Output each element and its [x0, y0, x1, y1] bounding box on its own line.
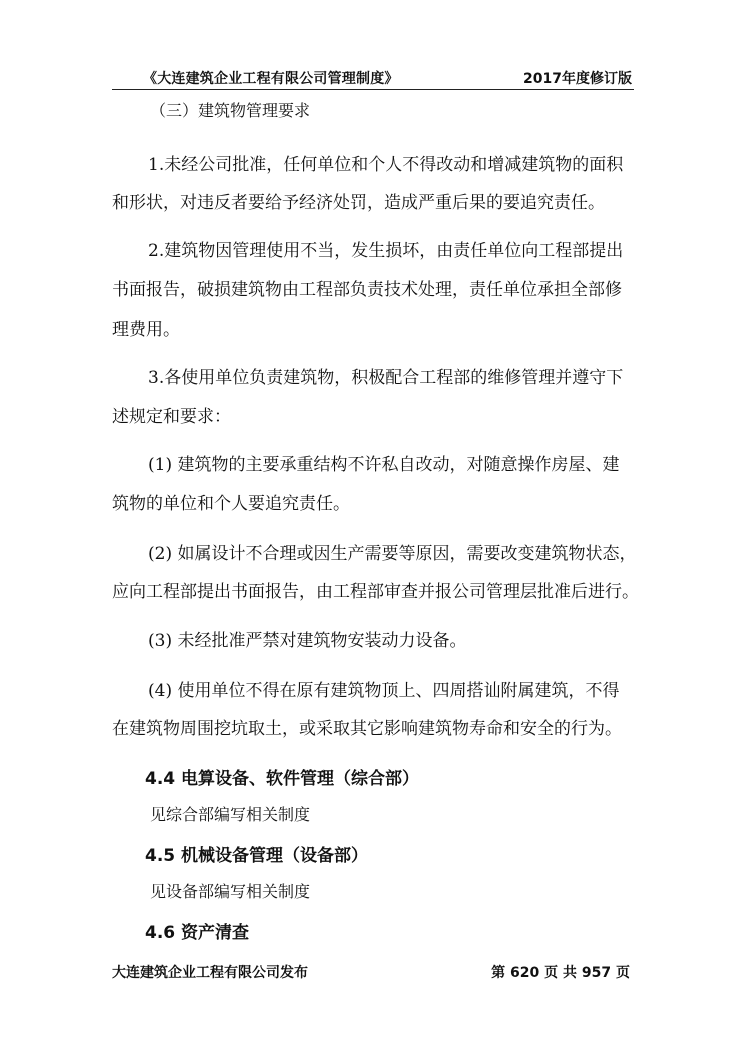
paragraph-3-line-2: 述规定和要求：	[112, 407, 231, 427]
item-1-line-1: (1) 建筑物的主要承重结构不许私自改动，对随意操作房屋、建	[148, 455, 620, 475]
item-4-line-2: 在建筑物周围挖坑取土，或采取其它影响建筑物寿命和安全的行为。	[112, 719, 622, 739]
paragraph-2-line-2: 书面报告，破损建筑物由工程部负责技术处理，责任单位承担全部修	[112, 280, 622, 300]
footer-page-number: 第 620 页 共 957 页	[491, 965, 630, 981]
item-3-line-1: (3) 未经批准严禁对建筑物安装动力设备。	[148, 631, 467, 651]
item-2-line-1: (2) 如属设计不合理或因生产需要等原因，需要改变建筑物状态，	[148, 544, 637, 564]
paragraph-3-line-1: 3.各使用单位负责建筑物，积极配合工程部的维修管理并遵守下	[148, 368, 624, 388]
header-edition: 2017年度修订版	[523, 71, 632, 87]
section-heading-4-5: 4.5 机械设备管理（设备部）	[145, 846, 369, 866]
item-4-line-1: (4) 使用单位不得在原有建筑物顶上、四周搭讪附属建筑，不得	[148, 681, 620, 701]
header-divider	[112, 89, 634, 90]
footer-publisher: 大连建筑企业工程有限公司发布	[112, 965, 308, 981]
subsection-title: （三）建筑物管理要求	[150, 101, 311, 120]
paragraph-2-line-1: 2.建筑物因管理使用不当，发生损坏，由责任单位向工程部提出	[148, 241, 624, 261]
header-title: 《大连建筑企业工程有限公司管理制度》	[143, 71, 399, 87]
section-4-4-text: 见综合部编写相关制度	[150, 805, 311, 824]
section-heading-4-4: 4.4 电算设备、软件管理（综合部）	[145, 769, 420, 789]
section-heading-4-6: 4.6 资产清查	[145, 923, 250, 943]
item-2-line-2: 应向工程部提出书面报告，由工程部审查并报公司管理层批准后进行。	[112, 582, 639, 602]
paragraph-1-line-1: 1.未经公司批准，任何单位和个人不得改动和增减建筑物的面积	[148, 155, 624, 175]
section-4-5-text: 见设备部编写相关制度	[150, 882, 311, 901]
paragraph-1-line-2: 和形状，对违反者要给予经济处罚，造成严重后果的要追究责任。	[112, 193, 605, 213]
item-1-line-2: 筑物的单位和个人要追究责任。	[112, 494, 350, 514]
paragraph-2-line-3: 理费用。	[112, 320, 180, 340]
